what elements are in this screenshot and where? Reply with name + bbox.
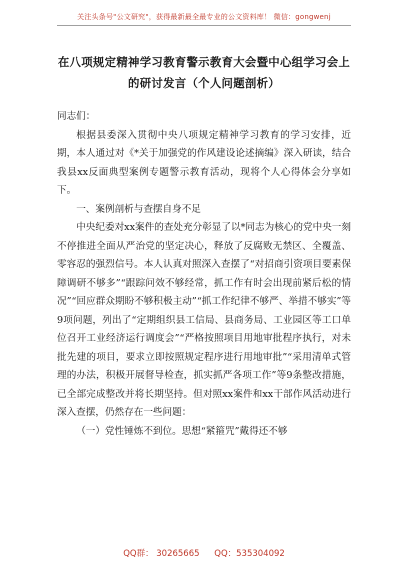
paragraph-case-analysis: 中央纪委对xx案件的查处充分彰显了以*同志为核心的党中央一刻不停推进全面从严治党的坚定决心，释放了反腐败无禁区、全覆盖、零容忍的强烈信号。本人认真对照深入查摆了“对招商引资项目要素保障调研不够多”“跟踪问效不够经常，抓工作有时会出现前紧后松的情况”“回应群众期盼不够积极主动”“抓工作纪律不够严、举措不够实”等9项问题，列出了“定期组织县工信局、县商务局、工业园区等工口单位召开工业经济运行调度会”“严格按照项目用地审批程序执行，对未批先建的项目，要求立即按照规定程序进行用地审批”“采用清单式管理的办法，积极开展督导检查，抓实抓严各项工作”等9条整改措施，已全部完成整改并将长期坚持。但对照xx案件和xx干部作风活动进行深入查摆，仍然存在一些问题： <box>57 222 351 418</box>
title-line-2: 的研讨发言（个人问题剖析） <box>128 76 280 90</box>
document-page <box>57 52 351 532</box>
document-title <box>57 52 351 94</box>
document-body <box>57 108 351 441</box>
footer-qq: QQ：535304092 <box>214 549 285 559</box>
header-promo-text: 关注头条号"公文研究"，获得最新最全最专业的公文资料库！ 微信：gongwenj <box>77 13 331 21</box>
title-line-1: 在八项规定精神学习教育警示教育大会暨中心组学习会上 <box>57 55 351 69</box>
page-header <box>0 0 408 32</box>
header-divider <box>57 25 351 26</box>
footer-qq-group: QQ群： 30265665 <box>123 549 200 559</box>
salutation: 同志们： <box>57 111 96 122</box>
paragraph-intro: 根据县委深入贯彻中央八项规定精神学习教育的学习安排，近期，本人通过对《*关于加强党的作风建设论述摘编》深入研读，结合我县xx反面典型案例专题警示教育活动，现将个人心得体会分享如下。 <box>57 129 351 196</box>
page-footer <box>0 547 408 559</box>
section-heading-1: 一、案例剖析与查摆自身不足 <box>76 203 201 215</box>
subsection-heading-1: （一）党性锤炼不到位。思想“紧箍咒”戴得还不够 <box>76 425 288 437</box>
